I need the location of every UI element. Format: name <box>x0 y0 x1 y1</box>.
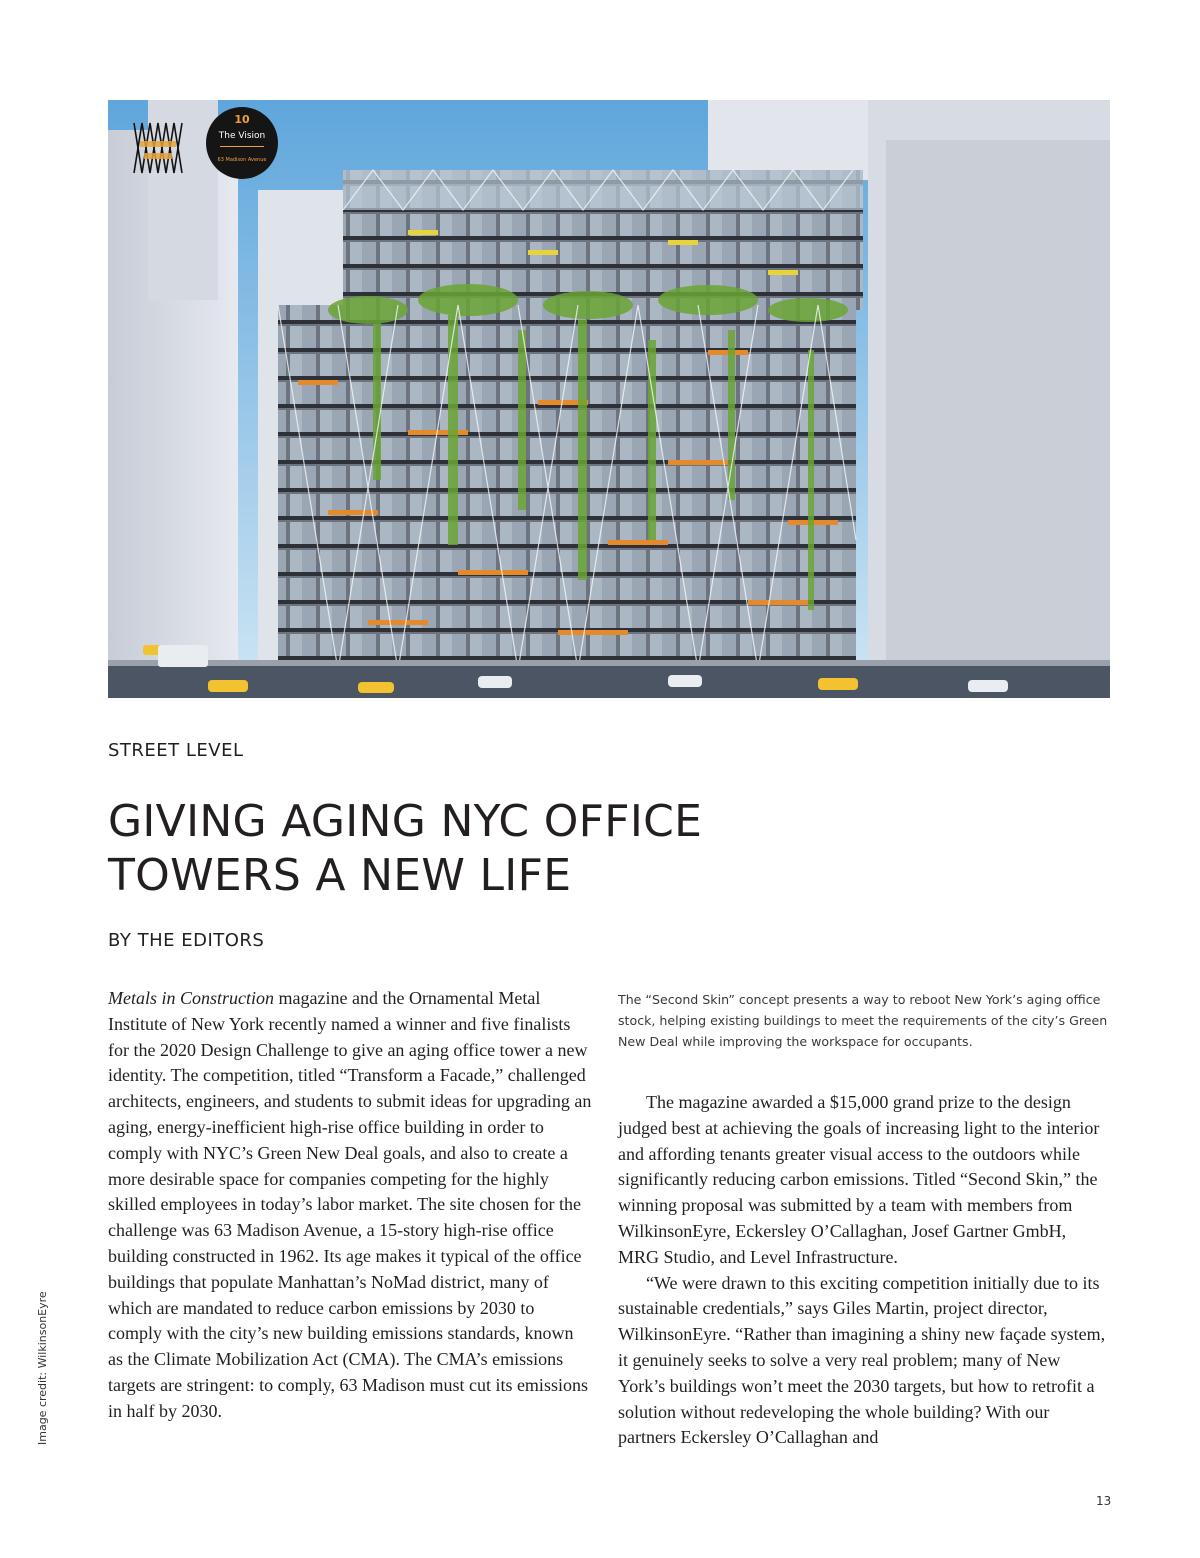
magazine-logo-icon <box>128 113 188 183</box>
headline-line-1: GIVING AGING NYC OFFICE <box>108 796 703 847</box>
page-number: 13 <box>1096 1494 1112 1508</box>
badge-divider <box>220 146 264 147</box>
left-column-text: magazine and the Ornamental Metal Institute of New York recently named a winner and five finalists for the 2020 Design Challenge to give an aging office tower a new identity. The competition, titled “Transform a Facade,” challenged architects, engineers, and students to submit ideas for upgrading an aging, energy-inefficient high-rise office building in order to comply with NYC’s Green New Deal goals, and also to create a more desirable space for companies competing for the highly skilled employees in today’s labor market. The site chosen for the challenge was 63 Madison Avenue, a 15-story high-rise office building constructed in 1962. Its age makes it typical of the office buildings that populate Manhattan’s NoMad district, many of which are mandated to reduce carbon emissions by 2030 to comply with the city’s new building emissions standards, known as the Climate Mobilization Act (CMA). The CMA’s emissions targets are stringent: to comply, 63 Madison must cut its emissions in half by 2030. <box>108 988 592 1421</box>
body-column-left <box>108 986 592 1425</box>
body-paragraph: The magazine awarded a $15,000 grand prize to the design judged best at achieving the goals of increasing light to the interior and affording tenants greater visual access to the outdoors while significantly reducing carbon emissions. Titled “Second Skin,” the winning proposal was submitted by a team with members from WilkinsonEyre, Eckersley O’Callaghan, Josef Gartner GmbH, MRG Studio, and Level Infrastructure. <box>618 1092 1100 1267</box>
headline-line-2: TOWERS A NEW LIFE <box>108 850 572 901</box>
publication-name: Metals in Construction <box>108 988 274 1008</box>
badge-subtitle: 63 Madison Avenue <box>217 157 267 163</box>
body-column-right <box>618 1090 1108 1451</box>
section-badge <box>206 107 278 179</box>
image-caption: The “Second Skin” concept presents a way to reboot New York’s aging office stock, helping existing buildings to meet the requirements of the city’s Green New Deal while improving the workspace for occupants. <box>618 992 1108 1049</box>
badge-number: 10 <box>234 113 250 126</box>
body-paragraph: “We were drawn to this exciting competition initially due to its sustainable credentials,” says Giles Martin, project director, WilkinsonEyre. “Rather than imagining a shiny new façade system, it genuinely seeks to solve a very real problem; many of New York’s buildings won’t meet the 2030 targets, but how to retrofit a solution without redeveloping the whole building? With our partners Eckersley O’Callaghan and <box>618 1272 1106 1448</box>
article-byline: BY THE EDITORS <box>108 930 265 951</box>
image-credit: Image credit: WilkinsonEyre <box>36 1291 49 1445</box>
article-headline <box>108 795 868 903</box>
hero-rendering-image <box>108 100 1110 698</box>
badge-title: The Vision <box>218 131 266 141</box>
section-kicker: STREET LEVEL <box>108 740 244 761</box>
body-paragraph <box>108 986 592 1425</box>
